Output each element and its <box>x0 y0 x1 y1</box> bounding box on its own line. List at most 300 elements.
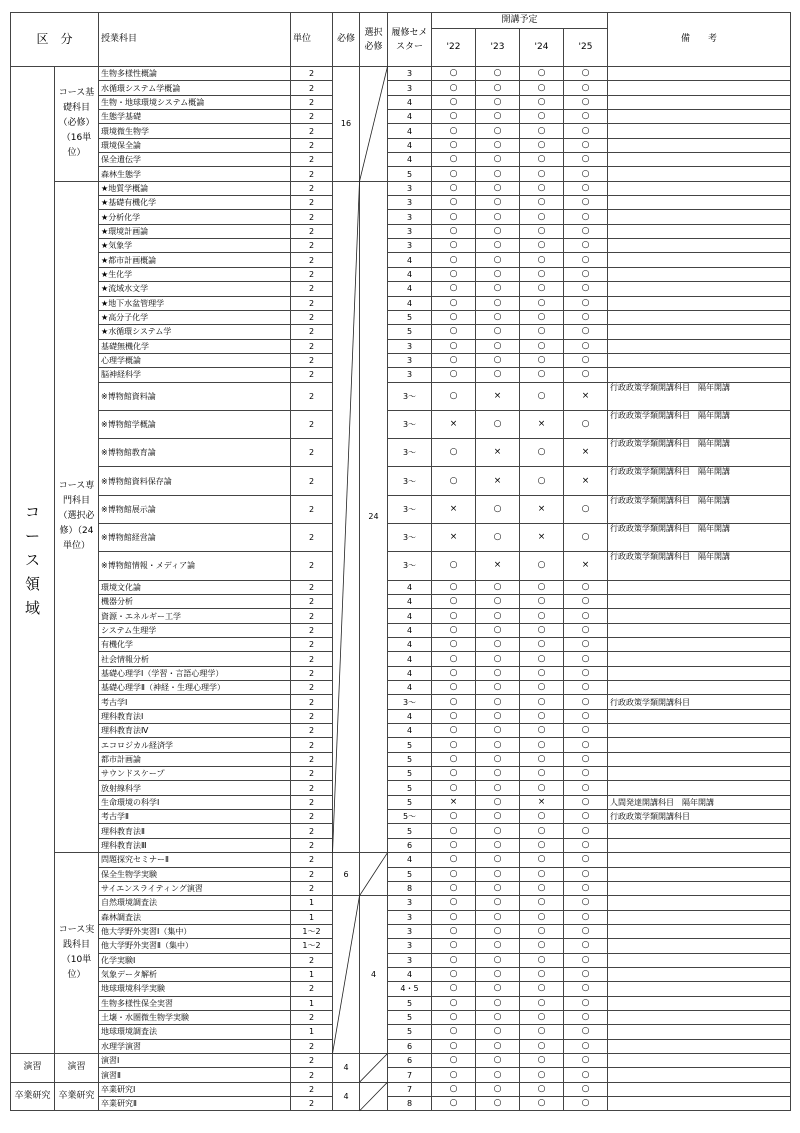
course-name: 環境微生物学 <box>99 124 291 138</box>
table-row <box>11 467 791 495</box>
schedule-mark: ○ <box>476 1039 520 1053</box>
schedule-mark: ○ <box>564 353 608 367</box>
course-name: 他大学野外実習Ⅰ（集中） <box>99 924 291 938</box>
schedule-mark: ○ <box>520 167 564 181</box>
course-name: 考古学Ⅰ <box>99 695 291 709</box>
table-row <box>11 1039 791 1053</box>
table-row <box>11 67 791 81</box>
schedule-mark: ○ <box>476 896 520 910</box>
schedule-mark: ○ <box>476 738 520 752</box>
elective-units <box>360 67 388 182</box>
schedule-mark: ○ <box>432 695 476 709</box>
table-row <box>11 138 791 152</box>
table-row <box>11 681 791 695</box>
schedule-mark: ○ <box>520 867 564 881</box>
course-units: 2 <box>291 167 333 181</box>
remark <box>608 310 791 324</box>
table-row <box>11 695 791 709</box>
required-units: 4 <box>333 1053 360 1082</box>
header-year: '25 <box>564 29 608 67</box>
schedule-mark: ○ <box>520 695 564 709</box>
remark <box>608 95 791 109</box>
course-units: 2 <box>291 196 333 210</box>
schedule-mark: ○ <box>476 267 520 281</box>
semester: 3 <box>388 239 432 253</box>
remark <box>608 767 791 781</box>
schedule-mark: ○ <box>520 910 564 924</box>
semester: 3 <box>388 196 432 210</box>
remark <box>608 282 791 296</box>
table-row <box>11 325 791 339</box>
schedule-mark: ○ <box>476 910 520 924</box>
table-row <box>11 153 791 167</box>
schedule-mark: ○ <box>476 495 520 523</box>
course-name: 生態学基礎 <box>99 110 291 124</box>
schedule-mark: ○ <box>520 1097 564 1111</box>
schedule-mark: ○ <box>432 594 476 608</box>
remark <box>608 325 791 339</box>
schedule-mark: ○ <box>476 368 520 382</box>
schedule-mark: ○ <box>564 652 608 666</box>
table-row <box>11 1082 791 1096</box>
remark <box>608 296 791 310</box>
schedule-mark: ○ <box>520 153 564 167</box>
schedule-mark: ○ <box>432 767 476 781</box>
area-label: 演習 <box>11 1053 55 1082</box>
schedule-mark: ○ <box>432 709 476 723</box>
schedule-mark: × <box>476 382 520 410</box>
course-units: 1 <box>291 896 333 910</box>
course-units: 2 <box>291 824 333 838</box>
table-row <box>11 1068 791 1082</box>
schedule-mark: ○ <box>476 339 520 353</box>
semester: 3 <box>388 339 432 353</box>
schedule-mark: ○ <box>476 724 520 738</box>
schedule-mark: ○ <box>520 738 564 752</box>
schedule-mark: ○ <box>520 181 564 195</box>
course-name: 資源・エネルギー工学 <box>99 609 291 623</box>
schedule-mark: ○ <box>520 253 564 267</box>
remark: 行政政策学類開講科目 隔年開講 <box>608 410 791 438</box>
course-units: 2 <box>291 224 333 238</box>
area-label <box>11 67 55 1054</box>
schedule-mark: ○ <box>432 982 476 996</box>
header-year: '23 <box>476 29 520 67</box>
semester: 3 <box>388 210 432 224</box>
semester: 5 <box>388 795 432 809</box>
course-name: サウンドスケープ <box>99 767 291 781</box>
table-row <box>11 795 791 809</box>
schedule-mark: ○ <box>564 838 608 852</box>
remark: 行政政策学類開講科目 <box>608 810 791 824</box>
schedule-mark: ○ <box>564 752 608 766</box>
schedule-mark: ○ <box>520 296 564 310</box>
schedule-mark: ○ <box>520 781 564 795</box>
schedule-mark: ○ <box>432 924 476 938</box>
schedule-mark: ○ <box>564 924 608 938</box>
schedule-mark: ○ <box>564 953 608 967</box>
elective-units <box>360 853 388 896</box>
table-row <box>11 638 791 652</box>
schedule-mark: ○ <box>564 1039 608 1053</box>
schedule-mark: ○ <box>432 609 476 623</box>
course-units: 2 <box>291 881 333 895</box>
schedule-mark: ○ <box>432 738 476 752</box>
course-units: 2 <box>291 681 333 695</box>
table-row <box>11 524 791 552</box>
schedule-mark: ○ <box>520 282 564 296</box>
schedule-mark: ○ <box>432 467 476 495</box>
remark <box>608 652 791 666</box>
table-row <box>11 95 791 109</box>
schedule-mark: ○ <box>476 580 520 594</box>
course-units: 2 <box>291 124 333 138</box>
course-units: 2 <box>291 1082 333 1096</box>
remark <box>608 1010 791 1024</box>
schedule-mark: ○ <box>432 138 476 152</box>
schedule-mark: × <box>564 439 608 467</box>
required-units <box>333 896 360 1054</box>
schedule-mark: ○ <box>432 325 476 339</box>
semester: 7 <box>388 1068 432 1082</box>
remark <box>608 910 791 924</box>
course-units: 2 <box>291 81 333 95</box>
course-units: 2 <box>291 638 333 652</box>
course-name: ★気象学 <box>99 239 291 253</box>
table-row <box>11 267 791 281</box>
semester: 4 <box>388 594 432 608</box>
semester: 4 <box>388 638 432 652</box>
table-row <box>11 382 791 410</box>
semester: 3 <box>388 353 432 367</box>
course-name: 他大学野外実習Ⅱ（集中） <box>99 939 291 953</box>
course-units: 1 <box>291 967 333 981</box>
remark <box>608 623 791 637</box>
schedule-mark: ○ <box>432 853 476 867</box>
table-row <box>11 1025 791 1039</box>
header-semester: 履修セメスター <box>388 13 432 67</box>
schedule-mark: ○ <box>432 382 476 410</box>
schedule-mark: ○ <box>520 368 564 382</box>
remark <box>608 124 791 138</box>
semester: 4 <box>388 153 432 167</box>
remark <box>608 167 791 181</box>
table-row <box>11 368 791 382</box>
course-name: ※博物館教育論 <box>99 439 291 467</box>
semester: 5 <box>388 738 432 752</box>
course-name: 基礎心理学Ⅰ（学習・言語心理学） <box>99 666 291 680</box>
table-row <box>11 982 791 996</box>
schedule-mark: × <box>432 524 476 552</box>
semester: 5 <box>388 752 432 766</box>
semester: 3 <box>388 939 432 953</box>
schedule-mark: ○ <box>476 253 520 267</box>
course-name: 生物多様性保全実習 <box>99 996 291 1010</box>
semester: 8 <box>388 1097 432 1111</box>
semester: 5 <box>388 310 432 324</box>
schedule-mark: ○ <box>432 810 476 824</box>
schedule-mark: ○ <box>432 81 476 95</box>
course-name: ※博物館資料保存論 <box>99 467 291 495</box>
schedule-mark: ○ <box>476 939 520 953</box>
remark <box>608 138 791 152</box>
schedule-mark: ○ <box>476 867 520 881</box>
schedule-mark: ○ <box>476 982 520 996</box>
course-name: 環境保全論 <box>99 138 291 152</box>
header-year: '24 <box>520 29 564 67</box>
schedule-mark: ○ <box>520 353 564 367</box>
schedule-mark: ○ <box>564 910 608 924</box>
schedule-mark: ○ <box>432 724 476 738</box>
remark <box>608 681 791 695</box>
schedule-mark: ○ <box>564 325 608 339</box>
course-units: 2 <box>291 695 333 709</box>
course-name: 生命環境の科学Ⅰ <box>99 795 291 809</box>
table-row <box>11 724 791 738</box>
schedule-mark: ○ <box>520 439 564 467</box>
header-required: 必修 <box>333 13 360 67</box>
remark: 行政政策学類開講科目 隔年開講 <box>608 495 791 523</box>
semester: 4 <box>388 652 432 666</box>
table-row <box>11 924 791 938</box>
schedule-mark: ○ <box>520 110 564 124</box>
semester: 3 <box>388 224 432 238</box>
semester: 6 <box>388 838 432 852</box>
schedule-mark: ○ <box>432 1082 476 1096</box>
course-units: 2 <box>291 239 333 253</box>
schedule-mark: ○ <box>432 339 476 353</box>
schedule-mark: ○ <box>564 167 608 181</box>
group-label: コース実践科目（10単位） <box>55 853 99 1054</box>
course-units: 2 <box>291 282 333 296</box>
course-name: 理科教育法Ⅰ <box>99 709 291 723</box>
table-row <box>11 239 791 253</box>
schedule-mark: ○ <box>476 124 520 138</box>
schedule-mark: ○ <box>432 652 476 666</box>
semester: 4 <box>388 724 432 738</box>
schedule-mark: ○ <box>564 824 608 838</box>
table-row <box>11 439 791 467</box>
course-name: 放射線科学 <box>99 781 291 795</box>
semester: 5 <box>388 824 432 838</box>
table-row <box>11 282 791 296</box>
schedule-mark: ○ <box>432 296 476 310</box>
table-row <box>11 996 791 1010</box>
course-units: 2 <box>291 552 333 580</box>
schedule-mark: ○ <box>476 153 520 167</box>
schedule-mark: ○ <box>564 939 608 953</box>
schedule-mark: ○ <box>520 382 564 410</box>
remark: 行政政策学類開講科目 隔年開講 <box>608 552 791 580</box>
schedule-mark: ○ <box>432 153 476 167</box>
schedule-mark: ○ <box>476 325 520 339</box>
semester: 8 <box>388 881 432 895</box>
schedule-mark: ○ <box>520 609 564 623</box>
course-units: 2 <box>291 181 333 195</box>
schedule-mark: ○ <box>432 623 476 637</box>
schedule-mark: ○ <box>476 1068 520 1082</box>
required-units: 16 <box>333 67 360 182</box>
course-units: 2 <box>291 67 333 81</box>
schedule-mark: × <box>564 382 608 410</box>
course-name: サイエンスライティング演習 <box>99 881 291 895</box>
course-name: 保全生物学実験 <box>99 867 291 881</box>
area-label: 卒業研究 <box>11 1082 55 1111</box>
schedule-mark: ○ <box>564 67 608 81</box>
schedule-mark: ○ <box>564 282 608 296</box>
schedule-mark: ○ <box>432 210 476 224</box>
schedule-mark: ○ <box>520 224 564 238</box>
schedule-mark: ○ <box>476 695 520 709</box>
course-name: 土壌・水圏微生物学実験 <box>99 1010 291 1024</box>
course-name: 気象データ解析 <box>99 967 291 981</box>
area-label-text: コース領域 <box>24 502 40 617</box>
remark <box>608 781 791 795</box>
table-row <box>11 666 791 680</box>
schedule-mark: × <box>476 552 520 580</box>
schedule-mark: ○ <box>520 810 564 824</box>
table-row <box>11 296 791 310</box>
course-units: 2 <box>291 867 333 881</box>
table-row <box>11 824 791 838</box>
remark <box>608 253 791 267</box>
table-row <box>11 353 791 367</box>
table-row <box>11 881 791 895</box>
schedule-mark: ○ <box>476 1053 520 1067</box>
remark <box>608 239 791 253</box>
schedule-mark: ○ <box>520 196 564 210</box>
course-name: システム生理学 <box>99 623 291 637</box>
course-name: ※博物館展示論 <box>99 495 291 523</box>
header-remarks: 備 考 <box>608 13 791 67</box>
schedule-mark: ○ <box>476 196 520 210</box>
schedule-mark: ○ <box>476 67 520 81</box>
remark: 行政政策学類開講科目 <box>608 695 791 709</box>
schedule-mark: ○ <box>432 239 476 253</box>
schedule-mark: ○ <box>564 609 608 623</box>
schedule-mark: ○ <box>432 939 476 953</box>
schedule-mark: ○ <box>564 881 608 895</box>
semester: 4 <box>388 95 432 109</box>
schedule-mark: ○ <box>564 524 608 552</box>
schedule-mark: ○ <box>520 580 564 594</box>
course-name: 化学実験Ⅰ <box>99 953 291 967</box>
header-units: 単位 <box>291 13 333 67</box>
semester: 3 <box>388 368 432 382</box>
remark <box>608 580 791 594</box>
schedule-mark: ○ <box>564 95 608 109</box>
remark <box>608 953 791 967</box>
semester: 5 <box>388 1025 432 1039</box>
remark <box>608 1097 791 1111</box>
schedule-mark: ○ <box>432 282 476 296</box>
schedule-mark: ○ <box>520 1068 564 1082</box>
schedule-mark: ○ <box>564 1068 608 1082</box>
schedule-mark: ○ <box>520 138 564 152</box>
schedule-mark: ○ <box>432 838 476 852</box>
schedule-mark: ○ <box>520 594 564 608</box>
schedule-mark: ○ <box>564 709 608 723</box>
schedule-mark: ○ <box>476 410 520 438</box>
schedule-mark: ○ <box>432 953 476 967</box>
table-row <box>11 853 791 867</box>
schedule-mark: ○ <box>476 594 520 608</box>
header-subject: 授業科目 <box>99 13 291 67</box>
course-name: ※博物館情報・メディア論 <box>99 552 291 580</box>
schedule-mark: ○ <box>476 652 520 666</box>
schedule-mark: ○ <box>520 752 564 766</box>
remark <box>608 1068 791 1082</box>
remark <box>608 838 791 852</box>
table-row <box>11 810 791 824</box>
schedule-mark: ○ <box>520 552 564 580</box>
table-row <box>11 224 791 238</box>
table-row <box>11 580 791 594</box>
semester: 4 <box>388 967 432 981</box>
course-units: 2 <box>291 524 333 552</box>
table-row <box>11 210 791 224</box>
course-name: ★地下水盆管理学 <box>99 296 291 310</box>
remark <box>608 153 791 167</box>
elective-units: 4 <box>360 896 388 1054</box>
course-name: 生物・地球環境システム概論 <box>99 95 291 109</box>
schedule-mark: ○ <box>476 752 520 766</box>
curriculum-sheet <box>10 12 790 1111</box>
schedule-mark: ○ <box>432 95 476 109</box>
course-name: 演習Ⅱ <box>99 1068 291 1082</box>
table-row <box>11 310 791 324</box>
semester: 3～ <box>388 524 432 552</box>
schedule-mark: ○ <box>564 124 608 138</box>
schedule-mark: ○ <box>564 738 608 752</box>
semester: 6 <box>388 1053 432 1067</box>
required-units <box>333 181 360 852</box>
course-name: 社会情報分析 <box>99 652 291 666</box>
schedule-mark: ○ <box>432 666 476 680</box>
semester: 4 <box>388 623 432 637</box>
schedule-mark: ○ <box>520 1025 564 1039</box>
table-row <box>11 767 791 781</box>
schedule-mark: ○ <box>564 666 608 680</box>
course-name: ★分析化学 <box>99 210 291 224</box>
schedule-mark: ○ <box>564 267 608 281</box>
schedule-mark: ○ <box>432 824 476 838</box>
semester: 4 <box>388 853 432 867</box>
course-name: 環境文化論 <box>99 580 291 594</box>
schedule-mark: ○ <box>432 224 476 238</box>
remark <box>608 224 791 238</box>
course-name: 考古学Ⅱ <box>99 810 291 824</box>
schedule-mark: ○ <box>476 681 520 695</box>
course-name: 自然環境調査法 <box>99 896 291 910</box>
course-units: 2 <box>291 439 333 467</box>
schedule-mark: ○ <box>432 552 476 580</box>
remark <box>608 709 791 723</box>
course-units: 2 <box>291 138 333 152</box>
table-row <box>11 552 791 580</box>
schedule-mark: ○ <box>476 239 520 253</box>
semester: 3 <box>388 953 432 967</box>
schedule-mark: × <box>432 495 476 523</box>
schedule-mark: ○ <box>520 967 564 981</box>
course-name: 有機化学 <box>99 638 291 652</box>
course-units: 2 <box>291 410 333 438</box>
course-units: 2 <box>291 652 333 666</box>
schedule-mark: ○ <box>432 1010 476 1024</box>
schedule-mark: ○ <box>520 896 564 910</box>
course-name: ★高分子化学 <box>99 310 291 324</box>
elective-units: 24 <box>360 181 388 852</box>
